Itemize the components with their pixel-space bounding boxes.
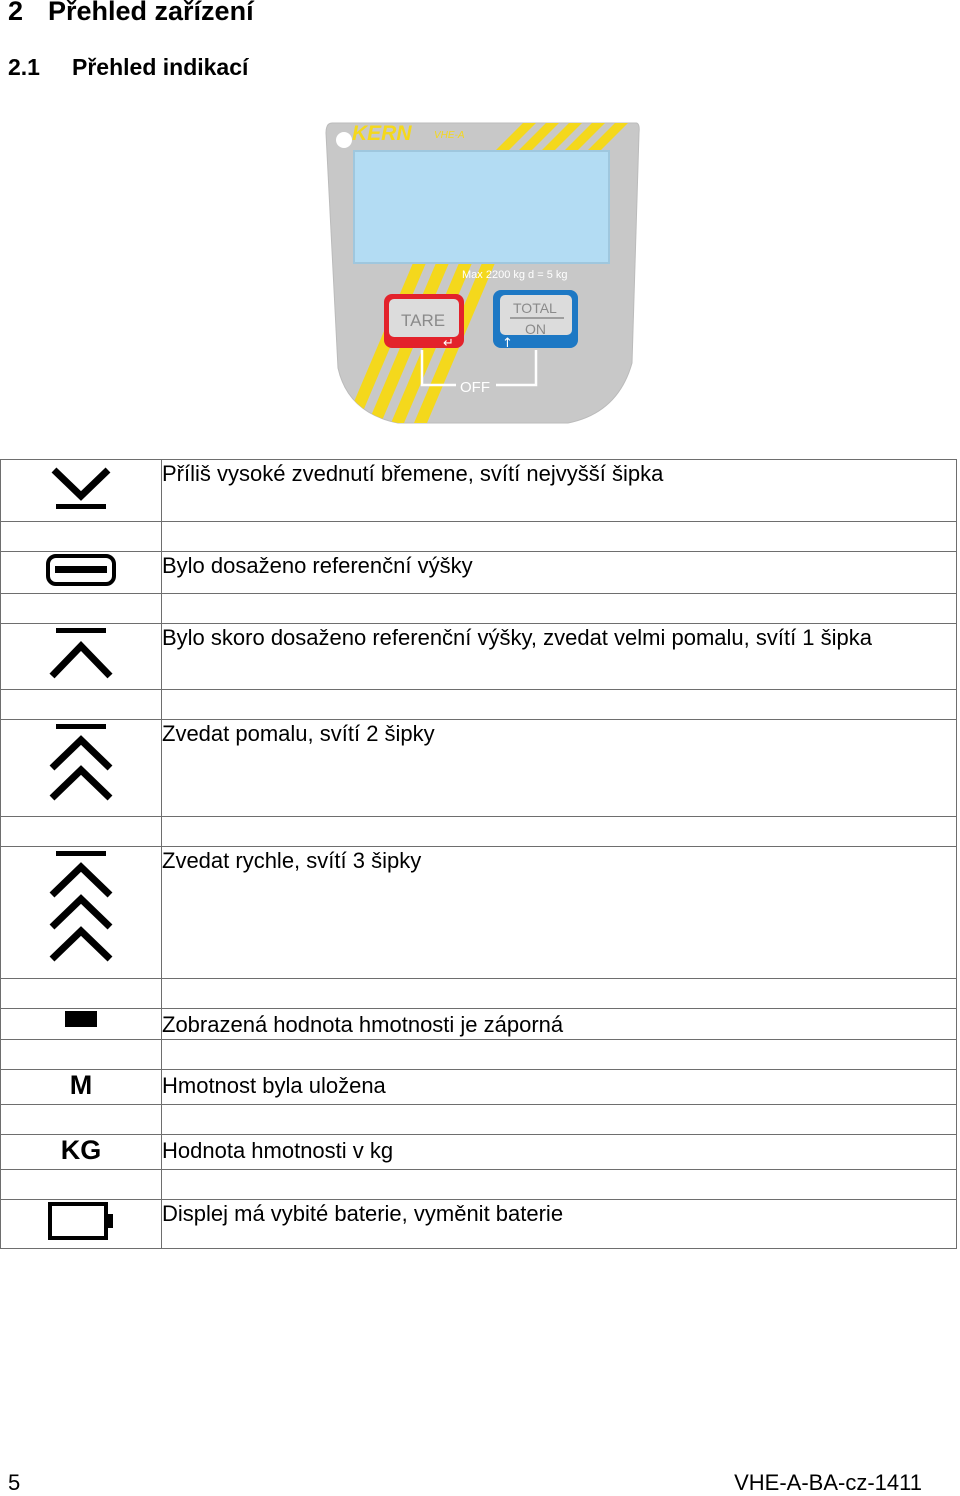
table-spacer-row (1, 979, 957, 1009)
indication-text: Zobrazená hodnota hmotnosti je záporná (162, 1009, 957, 1040)
table-row (1, 1070, 957, 1105)
indication-text: Hodnota hmotnosti v kg (162, 1135, 957, 1170)
table-spacer-row (1, 690, 957, 720)
up-arrow-icon: ↑ (502, 336, 513, 351)
enter-arrow-icon: ↵ (443, 336, 454, 351)
indication-text: Bylo dosaženo referenční výšky (162, 552, 957, 594)
tare-button[interactable] (384, 294, 464, 351)
memory-icon: M (69, 1070, 93, 1100)
section-heading (8, 0, 254, 27)
indication-text: Zvedat rychle, svítí 3 šipky (162, 847, 957, 979)
kg-unit-icon: KG (60, 1135, 102, 1165)
table-row (1, 624, 957, 690)
table-spacer-row (1, 522, 957, 552)
table-row (1, 1009, 957, 1040)
table-spacer-row (1, 1105, 957, 1135)
indication-text: Zvedat pomalu, svítí 2 šipky (162, 720, 957, 817)
lcd-display (354, 151, 609, 263)
negative-value-icon (63, 1009, 99, 1029)
device-model: VHE-A (434, 130, 465, 141)
on-label: ON (525, 321, 546, 337)
total-label: TOTAL (513, 300, 557, 316)
two-arrows-icon (46, 720, 116, 804)
table-row (1, 1200, 957, 1249)
document-id: VHE-A-BA-cz-1411 (734, 1470, 922, 1495)
scale-indicator-illustration (318, 113, 646, 435)
page-number: 5 (8, 1470, 21, 1495)
subsection-heading (8, 54, 248, 81)
section-title: Přehled zařízení (48, 0, 254, 26)
table-spacer-row (1, 1040, 957, 1070)
subsection-title: Přehled indikací (72, 54, 249, 80)
subsection-number: 2.1 (8, 54, 40, 80)
table-row (1, 1135, 957, 1170)
table-row (1, 847, 957, 979)
device-brand: KERN (352, 122, 412, 145)
table-spacer-row (1, 594, 957, 624)
table-row (1, 460, 957, 522)
one-arrow-icon (46, 624, 116, 682)
tare-label: TARE (401, 311, 446, 330)
indication-text: Hmotnost byla uložena (162, 1070, 957, 1105)
three-arrows-icon (46, 847, 116, 965)
table-spacer-row (1, 1170, 957, 1200)
indication-text: Bylo skoro dosaženo referenční výšky, zvedat velmi pomalu, svítí 1 šipka (162, 624, 957, 690)
table-row (1, 552, 957, 594)
kern-logo-icon (336, 132, 352, 148)
total-on-button[interactable] (493, 290, 578, 351)
indication-table (0, 459, 957, 1249)
overlift-arrow-icon (46, 460, 116, 516)
table-spacer-row (1, 817, 957, 847)
indication-text: Displej má vybité baterie, vyměnit baterie (162, 1200, 957, 1249)
table-row (1, 720, 957, 817)
off-label: OFF (460, 379, 490, 396)
indication-text: Příliš vysoké zvednutí břemene, svítí nejvyšší šipka (162, 460, 957, 522)
reference-height-icon (44, 552, 118, 588)
section-number: 2 (8, 0, 24, 26)
battery-icon (46, 1200, 116, 1242)
device-capacity: Max 2200 kg d = 5 kg (462, 269, 568, 281)
